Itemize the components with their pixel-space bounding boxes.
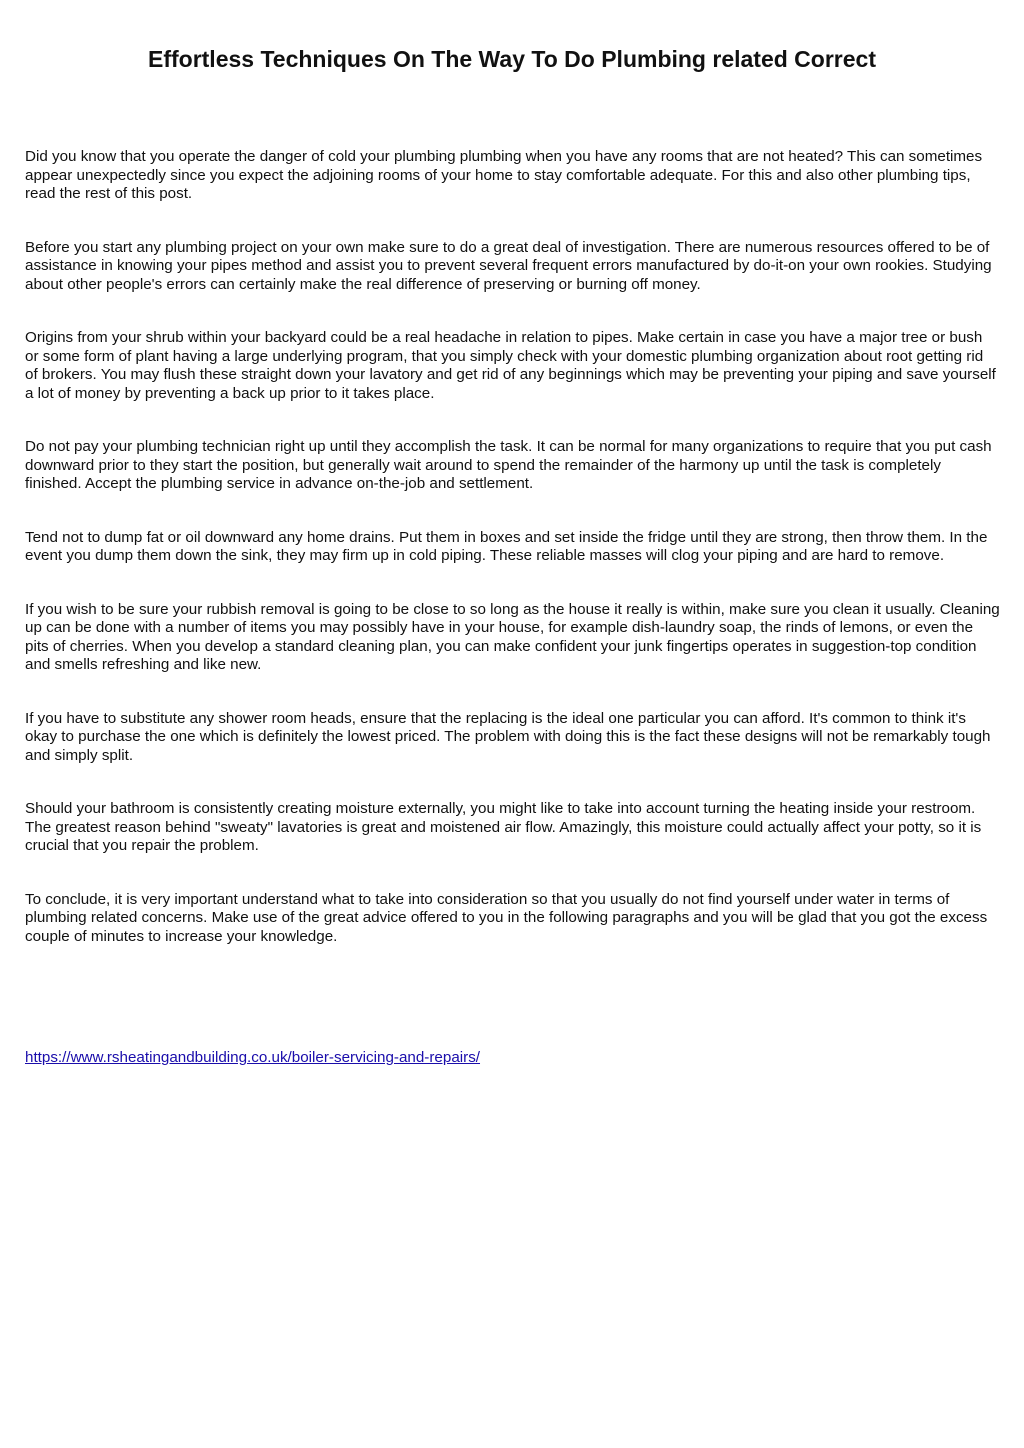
paragraph: If you have to substitute any shower room heads, ensure that the replacing is the ideal one particular you can afford. It's common to think it's okay to purchase the one which is definitely the lowest priced. The problem with doing this is the fact these designs will not be remarkably tough and simply split. — [25, 709, 991, 764]
paragraph: Do not pay your plumbing technician right up until they accomplish the task. It can be normal for many organizations to require that you put cash downward prior to they start the position, but generally wait around to spend the remainder of the harmony up until the task is completely finished. Accept the plumbing service in advance on-the-job and settlement. — [25, 438, 992, 492]
paragraph: Tend not to dump fat or oil downward any home drains. Put them in boxes and set inside the fridge until they are strong, then throw them. In the event you dump them down the sink, they may firm up in cold piping. These reliable masses will clog your piping and are hard to remove. — [25, 528, 988, 564]
link-container — [25, 1049, 480, 1068]
paragraph: Did you know that you operate the danger of cold your plumbing plumbing when you have any rooms that are not heated? This can sometimes appear unexpectedly since you expect the adjoining rooms of your home to stay comfortable adequate. For this and also other plumbing tips, read the rest of this post. — [25, 148, 983, 202]
paragraph: To conclude, it is very important understand what to take into consideration so that you usually do not find yourself under water in terms of plumbing related concerns. Make use of the great advice offered to you in the following paragraphs and you will be glad that you got the excess couple of minutes to increase your knowledge. — [25, 890, 988, 945]
paragraph: Origins from your shrub within your backyard could be a real headache in relation to pipes. Make certain in case you have a major tree or bush or some form of plant having a large underlying program, that you simply check with your domestic plumbing organization about root getting rid of brokers. You may flush these straight down your lavatory and get rid of any beginnings which may be preventing your piping and save yourself a lot of money by preventing a back up prior to it takes place. — [25, 329, 996, 402]
paragraph: Before you start any plumbing project on your own make sure to do a great deal of investigation. There are numerous resources offered to be of assistance in knowing your pipes method and assist you to prevent several frequent errors manufactured by do-it-on your own rookies. Studying about other people's errors can certainly make the real difference of preserving or burning off money. — [25, 238, 992, 293]
paragraph: Should your bathroom is consistently creating moisture externally, you might like to take into account turning the heating inside your restroom. The greatest reason behind "sweaty" lavatories is great and moistened air flow. Amazingly, this moisture could actually affect your potty, so it is crucial that you repair the problem. — [25, 800, 982, 854]
article-body — [25, 148, 1000, 981]
page-title: Effortless Techniques On The Way To Do Plumbing related Correct — [147, 46, 876, 72]
source-link[interactable]: https://www.rsheatingandbuilding.co.uk/boiler-servicing-and-repairs/ — [25, 1049, 481, 1066]
paragraph: If you wish to be sure your rubbish removal is going to be close to so long as the house it really is within, make sure you clean it usually. Cleaning up can be done with a number of items you may possibly have in your house, for example dish-laundry soap, the rinds of lemons, or even the pits of cherries. When you develop a standard cleaning plan, you can make confident your junk fingertips operates in suggestion-top condition and smells refreshing and like new. — [25, 600, 1000, 673]
